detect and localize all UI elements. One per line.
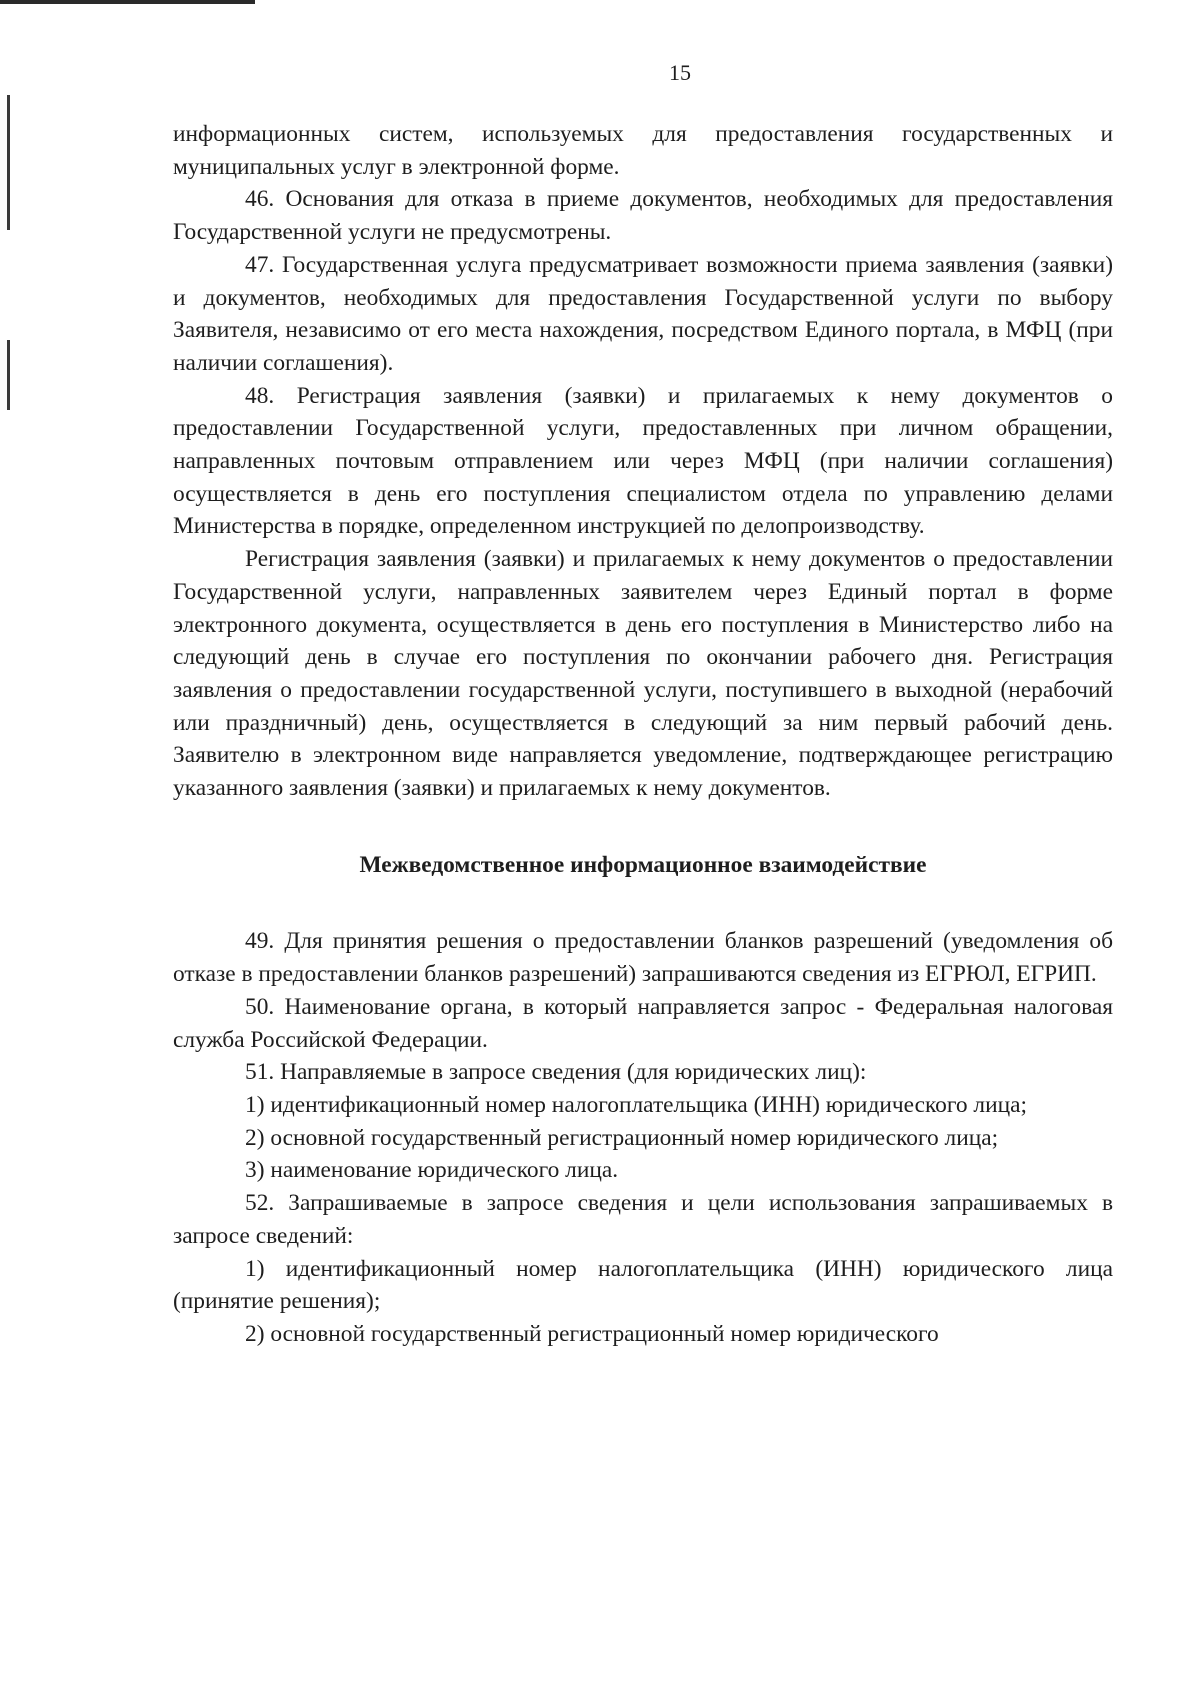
scan-edge-mark — [0, 0, 255, 4]
paragraph: 1) идентификационный номер налогоплательщика (ИНН) юридического лица; — [245, 1091, 1027, 1118]
document-body — [173, 118, 1113, 1351]
paragraph: 1) идентификационный номер налогоплательщика (ИНН) юридического лица (принятие решения); — [173, 1255, 1113, 1315]
paragraph: 2) основной государственный регистрационный номер юридического лица; — [245, 1124, 999, 1151]
paragraph: 51. Направляемые в запросе сведения (для юридических лиц): — [245, 1059, 867, 1086]
paragraph: 52. Запрашиваемые в запросе сведения и цели использования запрашиваемых в запросе сведений: — [173, 1190, 1113, 1249]
paragraph: информационных систем, используемых для предоставления государственных и муниципальных услуг в электронной форме. — [173, 121, 1113, 180]
paragraph: 3) наименование юридического лица. — [245, 1157, 619, 1184]
paragraph: 48. Регистрация заявления (заявки) и прилагаемых к нему документов о предоставлении Государственной услуги, предоставленных при личном обращении, направленных почтовым отправлением или через МФЦ (при наличии соглашения) осуществляется в день его поступления специалистом отдела по управлению делами Министерства в порядке, определенном инструкцией по делопроизводству. — [173, 382, 1113, 540]
paragraph: 50. Наименование органа, в который направляется запрос - Федеральная налоговая служба Российской Федерации. — [173, 993, 1113, 1053]
paragraph: 47. Государственная услуга предусматривает возможности приема заявления (заявки) и документов, необходимых для предоставления Государственной услуги по выбору Заявителя, независимо от его места нахождения, посредством Единого портала, в МФЦ (при наличии соглашения). — [173, 251, 1113, 376]
paragraphs-before-heading — [173, 118, 1113, 805]
paragraph: Регистрация заявления (заявки) и прилагаемых к нему документов о предоставлении Государственной услуги, направленных заявителем через Единый портал в форме электронного документа, осуществляется в день его поступления в Министерство либо на следующий день в случае его поступления по окончании рабочего дня. Регистрация заявления о предоставлении государственной услуги, поступившего в выходной (нерабочий или праздничный) день, осуществляется в следующий за ним первый рабочий день. Заявителю в электронном виде направляется уведомление, подтверждающее регистрацию указанного заявления (заявки) и прилагаемых к нему документов. — [173, 546, 1113, 802]
margin-bar-upper — [7, 95, 10, 230]
paragraph: 46. Основания для отказа в приеме документов, необходимых для предоставления Государственной услуги не предусмотрены. — [173, 186, 1113, 246]
section-heading: Межведомственное информационное взаимодействие — [359, 851, 927, 878]
paragraph: 2) основной государственный регистрационный номер юридического — [245, 1320, 939, 1347]
paragraphs-after-heading — [173, 925, 1113, 1350]
page-number: 15 — [669, 60, 691, 85]
margin-bar-lower — [7, 340, 10, 410]
paragraph: 49. Для принятия решения о предоставлении бланков разрешений (уведомления об отказе в предоставлении бланков разрешений) запрашиваются сведения из ЕГРЮЛ, ЕГРИП. — [173, 928, 1113, 988]
